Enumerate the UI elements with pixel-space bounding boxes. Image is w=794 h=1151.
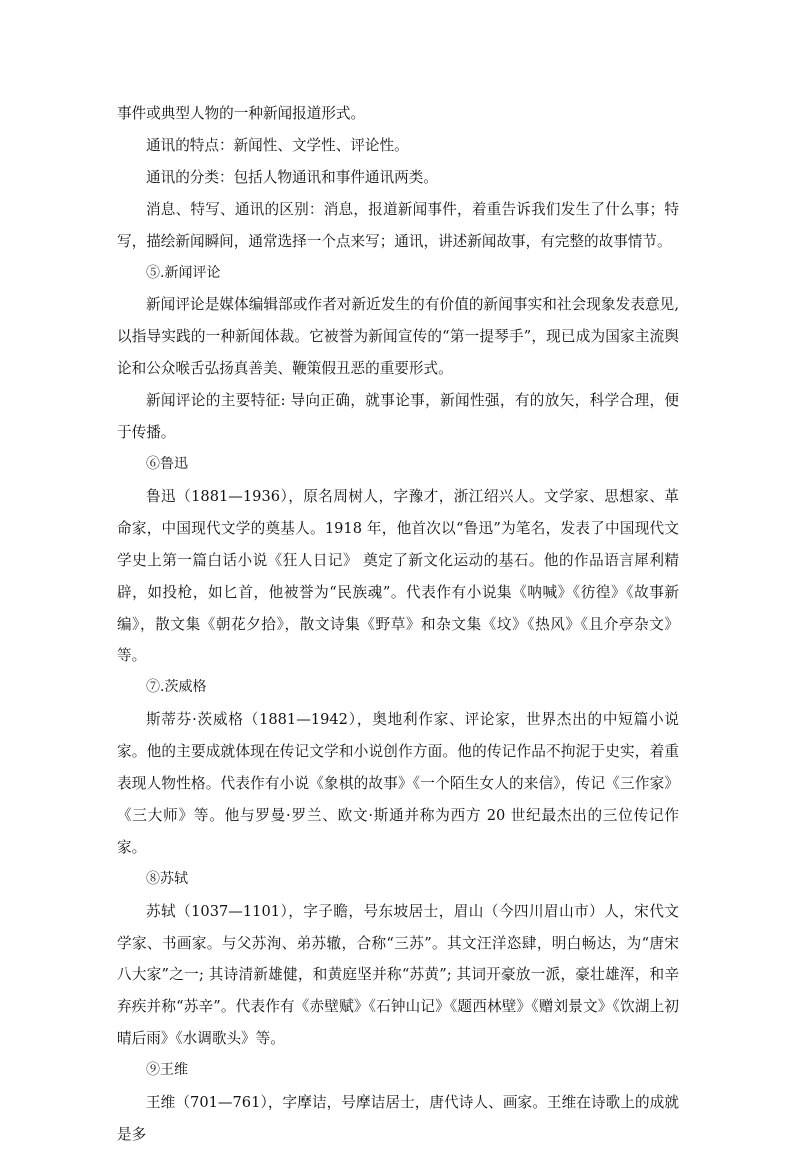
section-heading-wang-wei: ⑨王维 xyxy=(146,1062,188,1079)
section-heading-lu-xun: ⑥鲁迅 xyxy=(146,455,188,472)
paragraph-tongxun-features: 通讯的特点：新闻性、文学性、评论性。 xyxy=(146,136,409,154)
document-page xyxy=(117,98,679,1151)
paragraph-tongxun-definition-end: 事件或典型人物的一种新闻报道形式。 xyxy=(117,105,366,122)
paragraph-zweig: 斯蒂芬·茨威格（1881—1942），奥地利作家、评论家，世界杰出的中短篇小说家。他的主要成就体现在传记文学和小说创作方面。他的传记作品不拘泥于史实，着重表现人物性格。代表作有小说《象棋的故事》《一个陌生女人的来信》，传记《三作家》《三大师》等。他与罗曼·罗兰、欧文·斯通并称为西方 20 世纪最杰出的三位传记作家。 xyxy=(117,711,679,856)
paragraph-news-commentary-features: 新闻评论的主要特征: 导向正确，就事论事，新闻性强，有的放矢，科学合理，便于传播。 xyxy=(117,392,679,442)
section-heading-su-shi: ⑧苏轼 xyxy=(146,870,188,887)
paragraph-wang-wei: 王维（701—761），字摩诘，号摩诘居士，唐代诗人、画家。王维在诗歌上的成就是多 xyxy=(117,1094,679,1143)
paragraph-news-differences: 消息、特写、通讯的区别：消息，报道新闻事件，着重告诉我们发生了什么事；特写，描绘新闻瞬间，通常选择一个点来写；通讯，讲述新闻故事，有完整的故事情节。 xyxy=(117,200,679,250)
paragraph-lu-xun: 鲁迅（1881—1936），原名周树人，字豫才，浙江绍兴人。文学家、思想家、革命家，中国现代文学的奠基人。1918 年，他首次以“鲁迅”为笔名，发表了中国现代文学史上第一篇白话小说《狂人日记》 奠定了新文化运动的基石。他的作品语言犀利精辟，如投枪，如匕首，他被誉为“民族魂”。代表作有小说集《呐喊》《彷徨》《故事新编》，散文集《朝花夕拾》，散文诗集《野草》和杂文集《坟》《热风》《且介亭杂文》等。 xyxy=(117,487,679,665)
section-heading-zweig: ⑦.茨威格 xyxy=(146,679,207,696)
paragraph-tongxun-categories: 通讯的分类：包括人物通讯和事件通讯两类。 xyxy=(146,168,438,186)
paragraph-su-shi: 苏轼（1037—1101），字子瞻，号东坡居士，眉山（今四川眉山市）人，宋代文学家、书画家。与父苏洵、弟苏辙，合称“三苏”。其文汪洋恣肆，明白畅达，为“唐宋八大家”之一; 其诗清新雄健，和黄庭坚并称“苏黄”; 其词开豪放一派，豪壮雄浑，和辛弃疾并称“苏辛”。代表作有《赤壁赋》《石钟山记》《题西林壁》《赠刘景文》《饮湖上初晴后雨》《水调歌头》等。 xyxy=(117,902,679,1048)
paragraph-news-commentary-definition: 新闻评论是媒体编辑部或作者对新近发生的有价值的新闻事实和社会现象发表意见,以指导实践的一种新闻体裁。它被誉为新闻宣传的“第一提琴手”，现已成为国家主流舆论和公众喉舌弘扬真善美、鞭策假丑恶的重要形式。 xyxy=(117,296,679,378)
section-heading-news-commentary: ⑤.新闻评论 xyxy=(146,264,221,281)
